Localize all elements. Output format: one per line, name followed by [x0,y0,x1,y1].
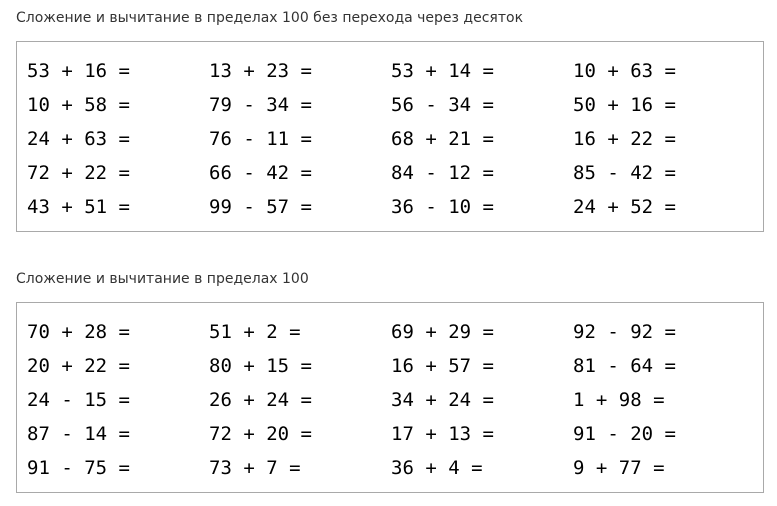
exercise-item: 10 + 58 = [27,94,130,116]
exercise-grid-2 [27,315,755,485]
exercise-item: 79 - 34 = [209,94,312,116]
exercise-item: 81 - 64 = [573,355,676,377]
section-title-addition-subtraction-within-100: Сложение и вычитание в пределах 100 [16,271,309,287]
exercise-box-2 [16,302,764,493]
exercise-item: 66 - 42 = [209,162,312,184]
exercise-item: 84 - 12 = [391,162,494,184]
exercise-item: 72 + 22 = [27,162,130,184]
exercise-item: 17 + 13 = [391,423,494,445]
exercise-item: 13 + 23 = [209,60,312,82]
exercise-item: 10 + 63 = [573,60,676,82]
exercise-item: 50 + 16 = [573,94,676,116]
exercise-item: 73 + 7 = [209,457,301,479]
exercise-item: 53 + 16 = [27,60,130,82]
exercise-item: 34 + 24 = [391,389,494,411]
exercise-item: 72 + 20 = [209,423,312,445]
exercise-item: 36 - 10 = [391,196,494,218]
exercise-box-1 [16,41,764,232]
exercise-item: 24 + 63 = [27,128,130,150]
exercise-item: 69 + 29 = [391,321,494,343]
exercise-item: 76 - 11 = [209,128,312,150]
exercise-item: 85 - 42 = [573,162,676,184]
exercise-grid-1 [27,54,755,224]
exercise-item: 26 + 24 = [209,389,312,411]
exercise-item: 36 + 4 = [391,457,483,479]
exercise-item: 91 - 20 = [573,423,676,445]
exercise-item: 51 + 2 = [209,321,301,343]
exercise-item: 68 + 21 = [391,128,494,150]
exercise-item: 16 + 57 = [391,355,494,377]
exercise-item: 80 + 15 = [209,355,312,377]
exercise-item: 24 + 52 = [573,196,676,218]
section-title-addition-subtraction-no-regrouping: Сложение и вычитание в пределах 100 без перехода через десяток [16,10,524,26]
exercise-item: 20 + 22 = [27,355,130,377]
exercise-item: 9 + 77 = [573,457,665,479]
exercise-item: 43 + 51 = [27,196,130,218]
exercise-item: 16 + 22 = [573,128,676,150]
exercise-item: 91 - 75 = [27,457,130,479]
exercise-item: 1 + 98 = [573,389,665,411]
exercise-item: 87 - 14 = [27,423,130,445]
exercise-item: 56 - 34 = [391,94,494,116]
exercise-item: 24 - 15 = [27,389,130,411]
exercise-item: 92 - 92 = [573,321,676,343]
exercise-item: 70 + 28 = [27,321,130,343]
exercise-item: 99 - 57 = [209,196,312,218]
exercise-item: 53 + 14 = [391,60,494,82]
